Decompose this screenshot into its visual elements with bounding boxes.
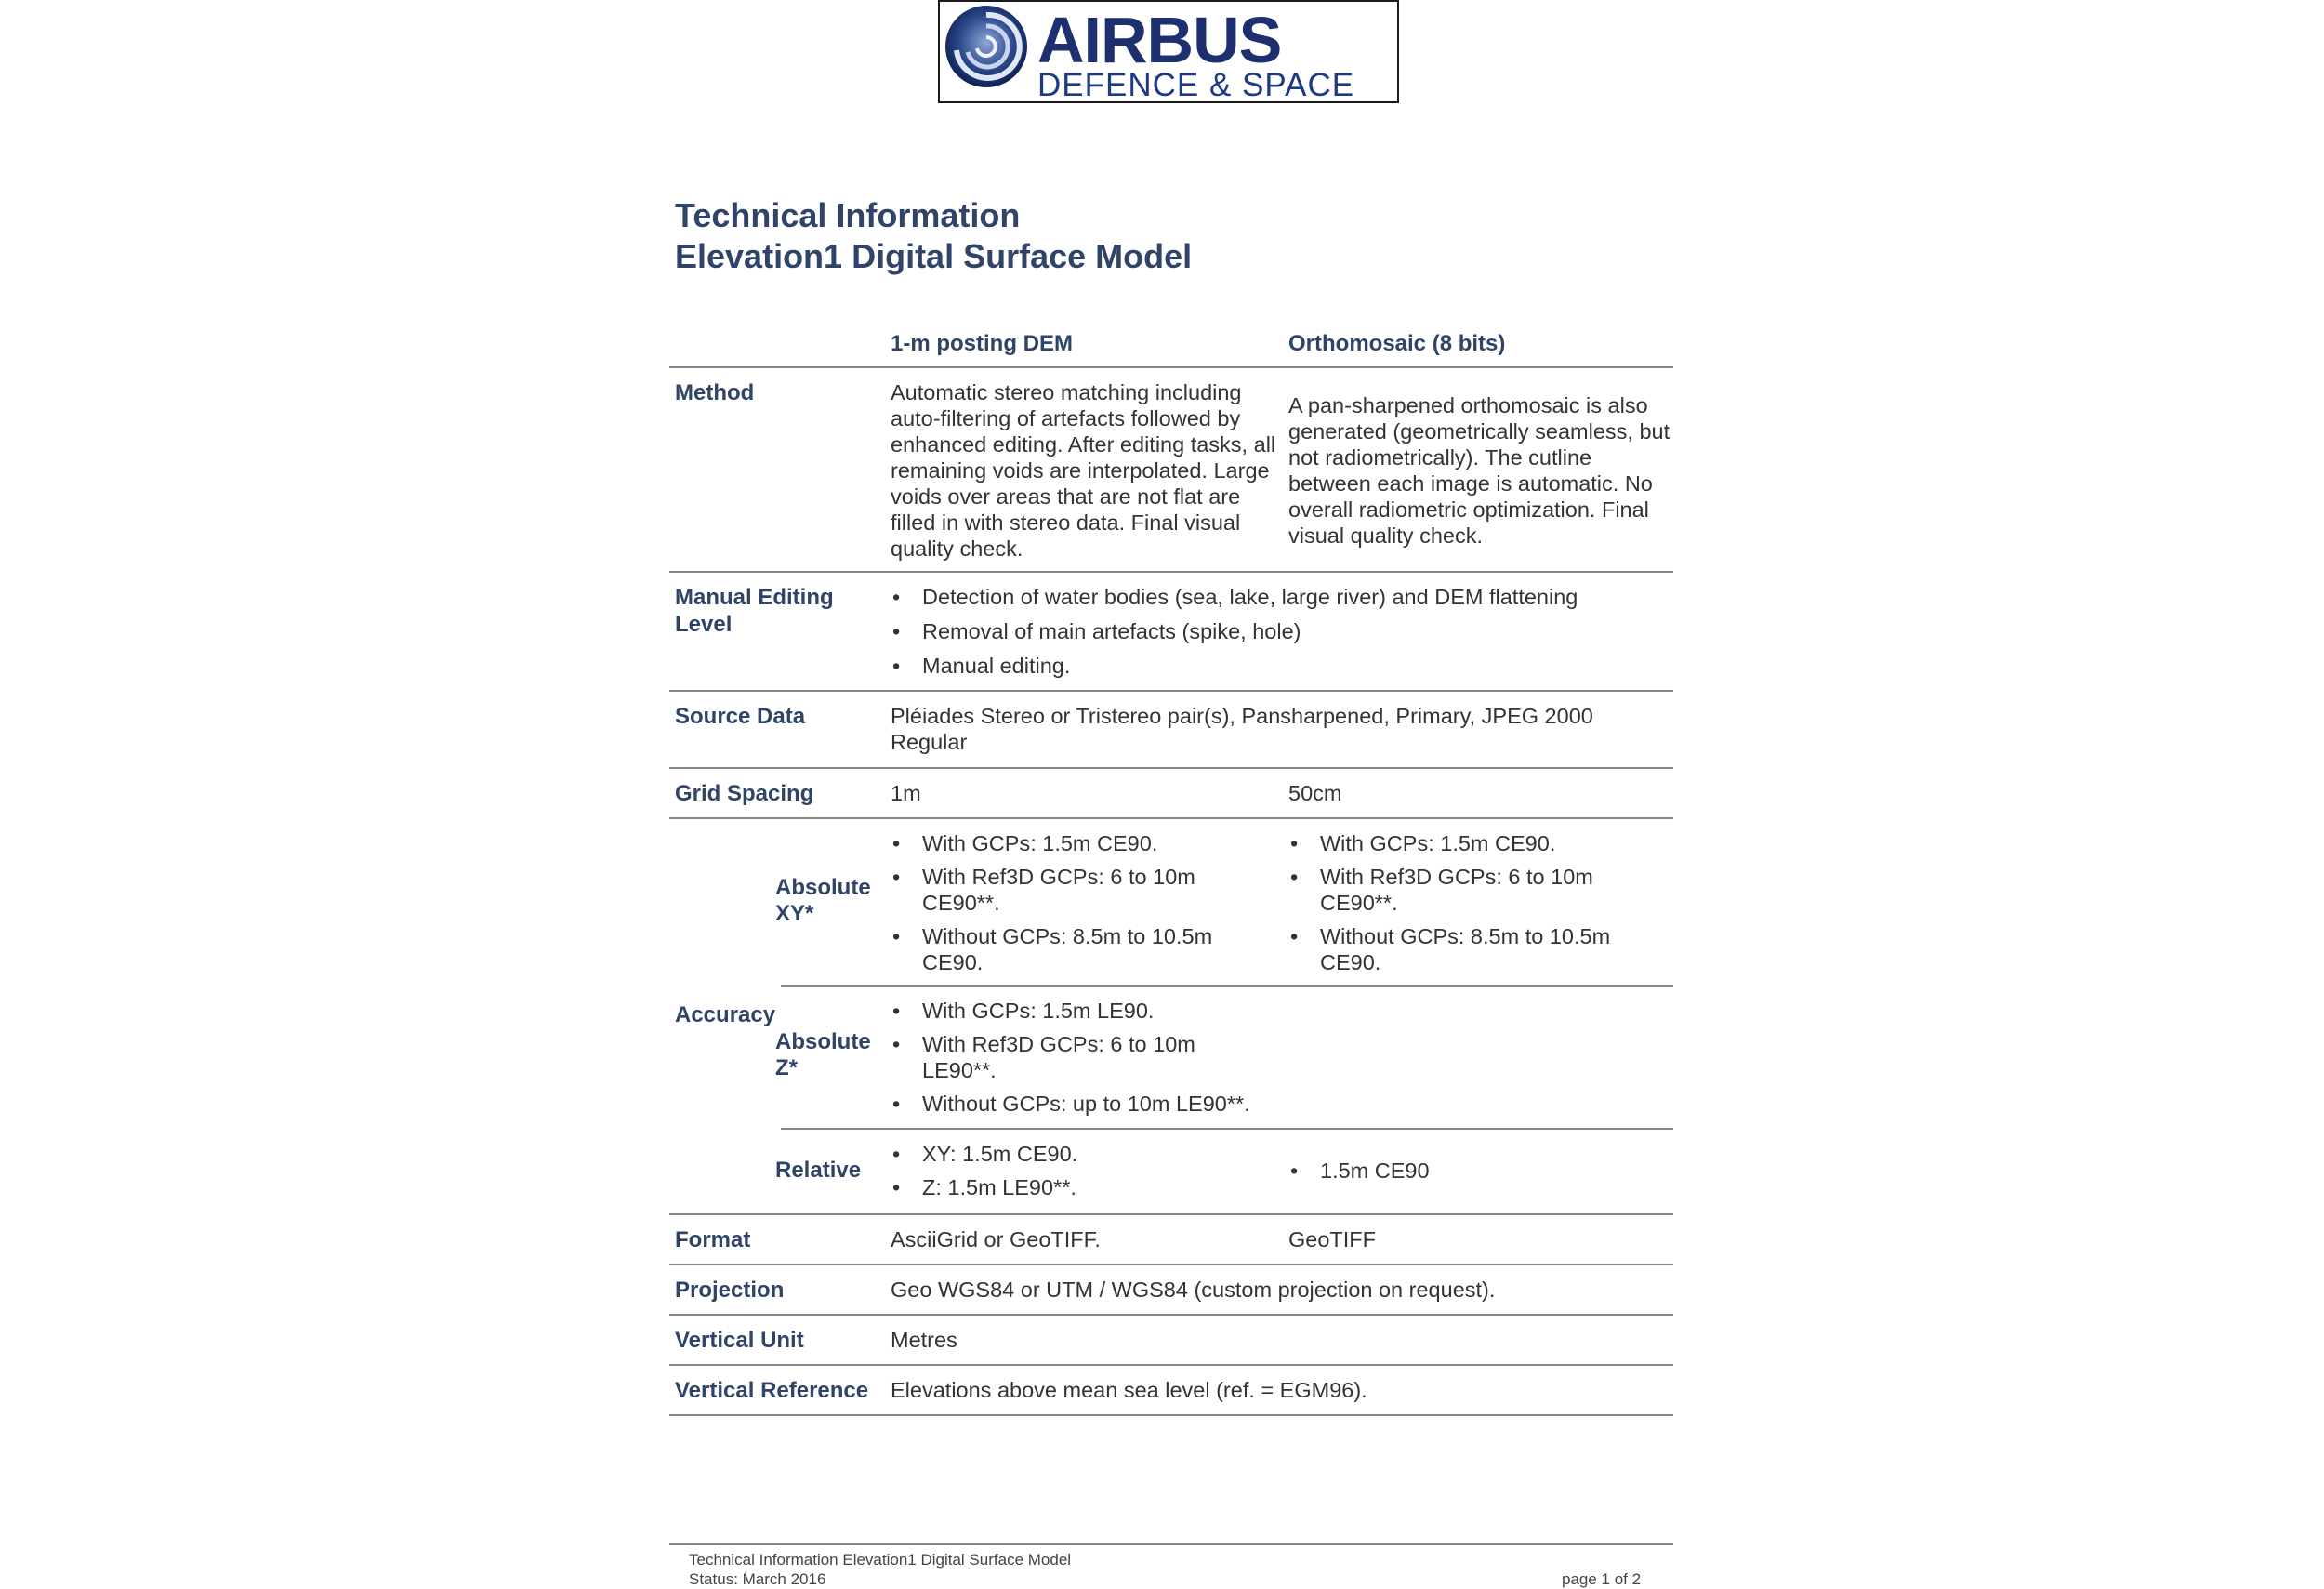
list-item: • Detection of water bodies (sea, lake, large river) and DEM flattening — [891, 584, 1662, 610]
list-item: • Without GCPs: 8.5m to 10.5m CE90. — [1288, 923, 1651, 975]
page-title-line2: Elevation1 Digital Surface Model — [675, 237, 1193, 275]
col1-header: 1-m posting DEM — [891, 331, 1073, 356]
list-item: • Without GCPs: up to 10m LE90**. — [891, 1091, 1262, 1117]
vertical-reference-row — [669, 1366, 1673, 1416]
footer-doc-title: Technical Information Elevation1 Digital Surface Model — [689, 1551, 1072, 1569]
format-label: Format — [675, 1227, 751, 1252]
method-label: Method — [675, 380, 755, 405]
manual-editing-row — [669, 573, 1673, 692]
accuracy-label: Accuracy — [675, 1002, 776, 1027]
list-item: • With GCPs: 1.5m CE90. — [891, 830, 1262, 856]
absolute-z-subrow — [775, 987, 1673, 1130]
footer-divider — [669, 1543, 1673, 1545]
list-item: • 1.5m CE90 — [1288, 1158, 1651, 1184]
logo-division-text: DEFENCE & SPACE — [1037, 67, 1355, 103]
list-item: • Manual editing. — [891, 653, 1662, 679]
footer-status: Status: March 2016 — [689, 1570, 826, 1588]
absolute-z-col1 — [891, 998, 1262, 1117]
table-header-row — [669, 316, 1673, 368]
format-col1: AsciiGrid or GeoTIFF. — [891, 1227, 1101, 1251]
vertical-reference-label: Vertical Reference — [675, 1378, 869, 1403]
list-item: • With Ref3D GCPs: 6 to 10m CE90**. — [1288, 864, 1651, 916]
format-col2: GeoTIFF — [1288, 1227, 1377, 1251]
list-item: • With Ref3D GCPs: 6 to 10m LE90**. — [891, 1031, 1262, 1083]
footer-page-number: page 1 of 2 — [1562, 1570, 1642, 1588]
manual-editing-label: Manual Editing Level — [675, 585, 834, 637]
absolute-xy-col1 — [891, 830, 1262, 975]
method-row — [669, 368, 1673, 573]
method-col2: A pan-sharpened orthomosaic is also generated (geometrically seamless, but not radiometrically). The cutline between each image is automatic. No overall radiometric optimization. Final visual quality check. — [1288, 393, 1670, 548]
projection-label: Projection — [675, 1278, 785, 1303]
accuracy-row — [669, 819, 1673, 1215]
source-data-row — [669, 692, 1673, 769]
absolute-z-label: Absolute Z* — [775, 1029, 871, 1080]
vertical-unit-value: Metres — [891, 1328, 957, 1352]
projection-row — [669, 1265, 1673, 1316]
list-item: • With GCPs: 1.5m CE90. — [1288, 830, 1651, 856]
col2-header: Orthomosaic (8 bits) — [1288, 331, 1506, 356]
list-item: • Z: 1.5m LE90**. — [891, 1174, 1262, 1200]
list-item: • Without GCPs: 8.5m to 10.5m CE90. — [891, 923, 1262, 975]
absolute-xy-label: Absolute XY* — [775, 875, 871, 926]
method-col1: Automatic stereo matching including auto-filtering of artefacts followed by enhanced editing. After editing tasks, all remaining voids are interpolated. Large voids over areas that are not flat are filled in with stereo data. Final visual quality check. — [891, 380, 1276, 561]
vertical-reference-value: Elevations above mean sea level (ref. = EGM96). — [891, 1378, 1367, 1402]
relative-label: Relative — [775, 1158, 862, 1183]
grid-spacing-label: Grid Spacing — [675, 781, 814, 806]
vertical-unit-row — [669, 1316, 1673, 1366]
list-item: • Removal of main artefacts (spike, hole) — [891, 618, 1662, 644]
spec-table — [669, 316, 1673, 1416]
relative-col1 — [891, 1141, 1262, 1200]
page-title-line1: Technical Information — [675, 196, 1021, 234]
airbus-logo — [938, 0, 1399, 103]
grid-spacing-col1: 1m — [891, 781, 921, 805]
vertical-unit-label: Vertical Unit — [675, 1328, 804, 1353]
manual-editing-list — [891, 584, 1662, 679]
airbus-swirl-icon — [940, 2, 1033, 101]
format-row — [669, 1215, 1673, 1265]
absolute-xy-subrow — [775, 819, 1673, 987]
source-data-value: Pléiades Stereo or Tristereo pair(s), Pansharpened, Primary, JPEG 2000 Regular — [891, 704, 1593, 754]
list-item: • XY: 1.5m CE90. — [891, 1141, 1262, 1167]
list-item: • With Ref3D GCPs: 6 to 10m CE90**. — [891, 864, 1262, 916]
relative-col2 — [1288, 1158, 1651, 1184]
grid-spacing-row — [669, 769, 1673, 819]
source-data-label: Source Data — [675, 704, 806, 729]
projection-value: Geo WGS84 or UTM / WGS84 (custom projection on request). — [891, 1278, 1496, 1302]
relative-subrow — [775, 1130, 1673, 1212]
list-item: • With GCPs: 1.5m LE90. — [891, 998, 1262, 1024]
grid-spacing-col2: 50cm — [1288, 781, 1342, 805]
logo-brand-text: AIRBUS — [1037, 4, 1282, 76]
absolute-xy-col2 — [1288, 830, 1651, 975]
